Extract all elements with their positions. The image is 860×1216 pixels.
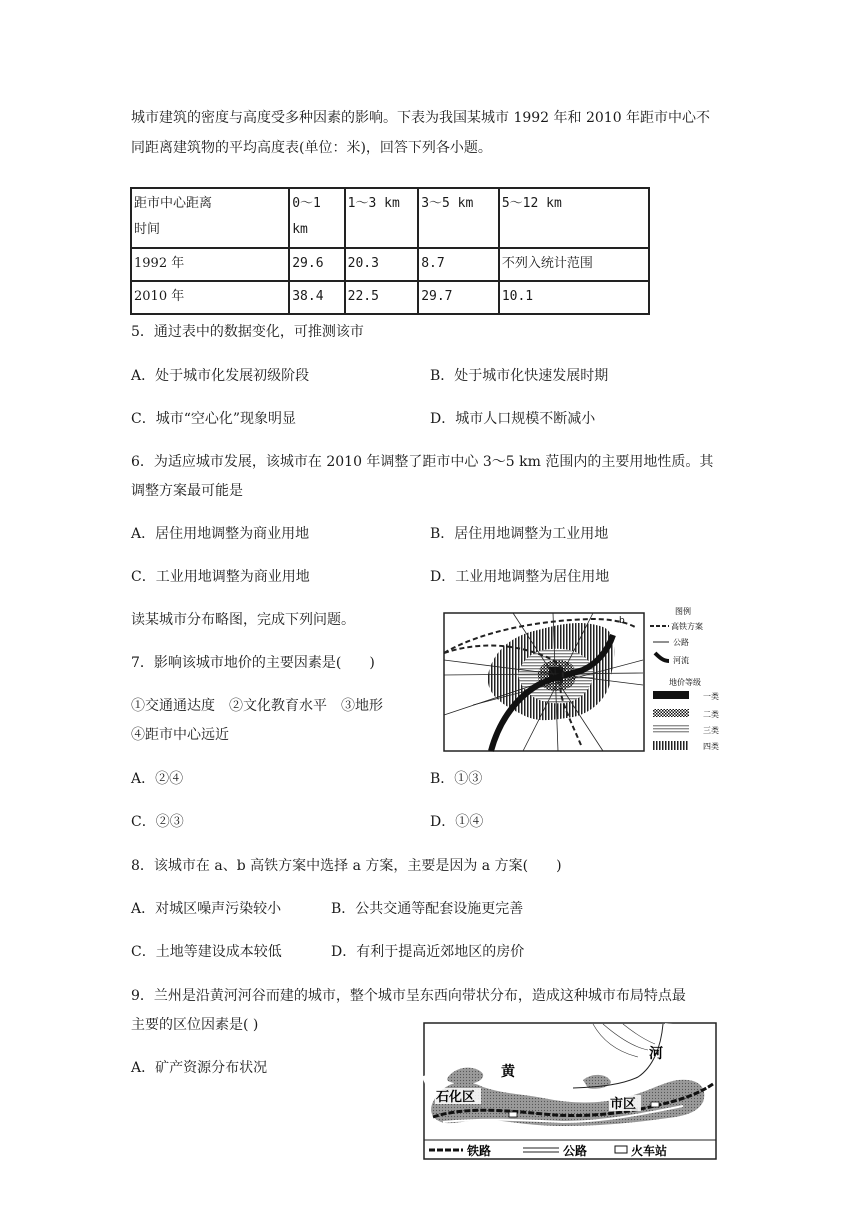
table-cell: 38.4	[289, 281, 344, 314]
passage-2: 读某城市分布略图，完成下列问题。	[131, 612, 355, 628]
legend-class2-swatch	[653, 709, 689, 717]
q7-option-d[interactable]: D．①④	[430, 814, 484, 830]
q5-option-a[interactable]: A．处于城市化发展初级阶段	[131, 368, 310, 384]
q7-factors-line-1: ①交通通达度 ②文化教育水平 ③地形	[131, 698, 383, 714]
q5-stem: 5．通过表中的数据变化，可推测该市	[131, 324, 364, 340]
legend-river: 河流	[673, 656, 689, 665]
row-year-2010: 2010 年	[131, 281, 289, 314]
table-row	[131, 281, 649, 314]
legend-class4-swatch	[653, 741, 689, 750]
label-huang: 黄	[501, 1064, 515, 1080]
legend-highway: 公路	[563, 1144, 588, 1158]
legend-railway: 铁路	[467, 1144, 492, 1158]
legend-price: 地价等级	[669, 678, 701, 687]
q8-option-c[interactable]: C．土地等建设成本较低	[131, 944, 282, 960]
legend-class3-swatch	[653, 725, 689, 733]
table-corner-cell	[131, 188, 289, 248]
q6-stem-line-1: 6．为适应城市发展，该城市在 2010 年调整了距市中心 3～5 km 范围内的主要用地性质。其	[131, 454, 714, 470]
legend-rail: 高铁方案	[671, 622, 703, 631]
building-height-table	[130, 187, 650, 315]
table-cell: 不列入统计范围	[499, 248, 649, 281]
legend-class1-swatch	[653, 691, 689, 699]
col-header-0-1km-line2: km	[292, 222, 308, 237]
q8-stem: 8．该城市在 a、b 高铁方案中选择 a 方案，主要是因为 a 方案( )	[131, 858, 562, 874]
q6-option-d[interactable]: D．工业用地调整为居住用地	[430, 569, 610, 585]
legend-road: 公路	[673, 638, 689, 647]
city-land-price-map	[443, 605, 733, 755]
q5-option-c[interactable]: C．城市“空心化”现象明显	[131, 411, 297, 427]
table-header-row	[131, 188, 649, 248]
q9-stem-line-1: 9．兰州是沿黄河河谷而建的城市，整个城市呈东西向带状分布，造成这种城市布局特点最	[131, 988, 686, 1004]
table-cell: 22.5	[345, 281, 419, 314]
row-year-1992: 1992 年	[131, 248, 289, 281]
label-he: 河	[649, 1046, 663, 1062]
intro-line-2: 同距离建筑物的平均高度表(单位：米)，回答下列各小题。	[131, 140, 492, 156]
lanzhou-map	[423, 1022, 717, 1160]
table-cell: 29.6	[289, 248, 344, 281]
q6-stem-line-2: 调整方案最可能是	[131, 483, 243, 499]
table-cell: 10.1	[499, 281, 649, 314]
label-shihua: 石化区	[436, 1090, 476, 1105]
label-shiqu: 市区	[610, 1097, 637, 1112]
col-header-0-1km-line1: 0～1	[292, 196, 321, 211]
legend-station-icon	[615, 1146, 627, 1153]
q7-option-b[interactable]: B．①③	[430, 771, 483, 787]
legend-class3: 三类	[703, 726, 719, 735]
header-distance-label: 距市中心距离	[134, 196, 213, 211]
col-header-3-5km: 3～5 km	[418, 188, 499, 248]
q5-option-b[interactable]: B．处于城市化快速发展时期	[430, 368, 609, 384]
train-station	[509, 1112, 517, 1117]
q7-option-a[interactable]: A．②④	[131, 771, 184, 787]
legend-class4: 四类	[703, 742, 719, 751]
q8-option-b[interactable]: B．公共交通等配套设施更完善	[331, 901, 524, 917]
table-cell: 29.7	[418, 281, 499, 314]
legend-river-icon	[655, 653, 669, 661]
train-station	[651, 1102, 659, 1107]
q9-stem-line-2: 主要的区位因素是( )	[131, 1017, 259, 1033]
legend-class1: 一类	[703, 692, 719, 701]
col-header-1-3km: 1～3 km	[345, 188, 419, 248]
table-cell: 8.7	[418, 248, 499, 281]
q7-factors-line-2: ④距市中心远近	[131, 727, 229, 743]
col-header-5-12km: 5～12 km	[499, 188, 649, 248]
map1-label-b: b	[619, 616, 625, 626]
q6-option-b[interactable]: B．居住用地调整为工业用地	[430, 526, 609, 542]
q6-option-a[interactable]: A．居住用地调整为商业用地	[131, 526, 310, 542]
q7-stem: 7．影响该城市地价的主要因素是( )	[131, 655, 375, 671]
legend-station: 火车站	[631, 1144, 668, 1158]
table-row	[131, 248, 649, 281]
col-header-0-1km	[289, 188, 344, 248]
intro-line-1: 城市建筑的密度与高度受多种因素的影响。下表为我国某城市 1992 年和 2010 年距市中心不	[131, 110, 711, 126]
q8-option-d[interactable]: D．有利于提高近郊地区的房价	[331, 944, 525, 960]
header-time-label: 时间	[134, 222, 161, 237]
legend-title: 图例	[675, 607, 691, 616]
q8-option-a[interactable]: A．对城区噪声污染较小	[131, 901, 282, 917]
q6-option-c[interactable]: C．工业用地调整为商业用地	[131, 569, 310, 585]
q9-option-a[interactable]: A．矿产资源分布状况	[131, 1060, 268, 1076]
q5-option-d[interactable]: D．城市人口规模不断减小	[430, 411, 596, 427]
map1-legend	[650, 606, 719, 751]
table-cell: 20.3	[345, 248, 419, 281]
legend-class2: 二类	[703, 710, 719, 719]
q7-option-c[interactable]: C．②③	[131, 814, 184, 830]
